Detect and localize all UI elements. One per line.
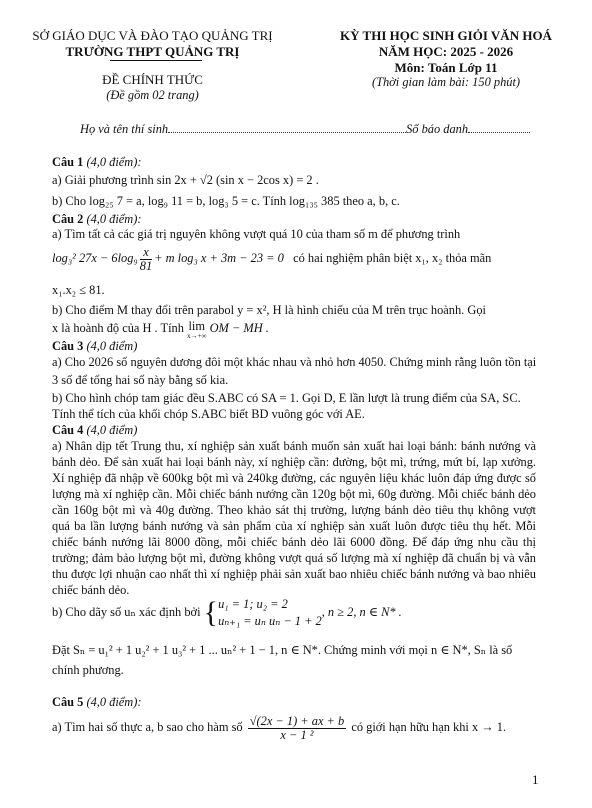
school-name: TRƯỜNG THPT QUẢNG TRỊ [65,44,240,59]
q1-title: Câu 1 [52,155,84,169]
q4-heading [52,422,137,438]
q2-eq-left: log₃² 27x − 6log₉ [52,251,138,265]
q2-b2-right: OM − MH . [209,321,269,335]
official-label: ĐỀ CHÍNH THỨC [102,72,203,87]
q4-brace: { [203,596,219,629]
q4-system [218,596,322,630]
q2-points: (4,0 điểm): [86,212,142,226]
subject: Môn: Toán Lớp 11 [394,60,498,75]
q2-part-b-line1: b) Cho điểm M thay đổi trên parabol y = x², H là hình chiếu của M trên trục hoành. Gọi [52,303,486,317]
q2-eq-tail: có hai nghiệm phân biệt x₁, x₂ thỏa mãn [293,251,492,265]
q4-system-line1: u₁ = 1; u₂ = 2 [218,597,288,611]
q5-fraction [248,715,347,742]
q2-part-b-line2 [52,320,269,340]
q5-part-a [52,712,506,742]
q2-limit [187,320,206,340]
q2-b2-left: x là hoành độ của H . Tính [52,321,184,335]
school-year: NĂM HỌC: 2025 - 2026 [378,44,514,59]
q2-eq-frac-num: x [140,246,152,260]
q2-eq-frac-den: 81 [139,258,153,273]
q3-points: (4,0 điểm) [86,339,138,353]
q5-a-left: a) Tìm hai số thực a, b sao cho hàm số [52,720,243,734]
q4-part-b [52,596,402,630]
q3-title: Câu 3 [52,339,84,353]
q3-part-b-line2: Tính thể tích của khối chóp S.ABC biết BD vuông góc với AE. [52,407,365,421]
q2-title: Câu 2 [52,212,84,226]
q2-part-a-line3: x₁.x₂ ≤ 81. [52,283,105,297]
q2-eq-right: + m log₃ x + 3m − 23 = 0 [154,251,284,265]
q5-points: (4,0 điểm): [86,695,142,709]
q4-b-condition: , n ≥ 2, n ∈ N* . [321,604,402,619]
q3-part-b-line1: b) Cho hình chóp tam giác đều S.ABC có SA = 1. Gọi D, E lần lượt là trung điểm của SA, SC. [52,391,521,405]
q4-points: (4,0 điểm) [86,423,138,437]
q5-frac-num: √(2x − 1) + ax + b [249,713,345,728]
pages-note: (Đề gồm 02 trang) [106,88,199,102]
q5-title: Câu 5 [52,695,84,709]
q5-frac-den: x − 1 ² [280,727,314,742]
q3-part-a-line1: a) Cho 2026 số nguyên dương đôi một khác nhau và nhỏ hơn 4050. Chứng minh rằng luôn tồn tại [52,355,537,369]
q3-part-a-line2: 3 số để tổng hai số này bằng số kia. [52,373,229,387]
q4-part-b-line2: Đặt Sₙ = u₁² + 1 u₂² + 1 u₃² + 1 ... uₙ² + 1 − 1, n ∈ N*. Chứng minh với mọi n ∈ N*, Sₙ là số [52,643,513,657]
q1-points: (4,0 điểm): [86,155,142,169]
q4-title: Câu 4 [52,423,84,437]
candidate-id-field [468,132,530,133]
q4-part-b-line3: chính phương. [52,663,124,677]
time-limit: (Thời gian làm bài: 150 phút) [371,75,521,89]
q1-part-b: b) Cho log₂₅ 7 = a, log₉ 11 = b, log₃ 5 = c. Tính log₁₃₅ 385 theo a, b, c. [52,194,400,208]
school-underline [110,60,202,61]
q4-part-a-paragraph: a) Nhân dịp tết Trung thu, xí nghiệp sản xuất bánh muốn sản xuất hai loại bánh: bánh nướng và bánh dẻo. Để sản xuất hai loại bánh này, xí nghiệp cần: đường, bột mì, trứng, mứt bí, lạp xưởng. Xí nghiệp đã nhập về 600kg bột mì và 240kg đường, các nguyên liệu khác luôn đáp ứng được số lượng mà xí nghiệp cần. Mỗi chiếc bánh nướng cần 120g bột mì, 60g đường. Mỗi chiếc bánh dẻo cần 160g bột mì và 40g đường. Theo khảo sát thị trường, lượng bánh dẻo tiêu thụ không vượt quá ba lần lượng bánh nướng và sản phẩm của xí nghiệp sản xuất luôn được tiêu thụ hết. Mỗi chiếc bánh nướng lãi 8000 đồng, mỗi chiếc bánh dẻo lãi 6000 đồng. Để đáp ứng nhu cầu thị trường; đảm bảo lượng bột mì, đường không vượt quá số lượng mà xí nghiệp đã chuẩn bị và vẫn thu được lợi nhuận cao nhất thì xí nghiệp phải sản xuất bao nhiêu chiếc bánh nướng và bao nhiêu chiếc bánh dẻo. [52,439,536,597]
q5-a-right: có giới hạn hữu hạn khi x → 1. [351,720,507,734]
candidate-name-label: Họ và tên thí sinh [80,122,169,136]
department-name: SỞ GIÁO DỤC VÀ ĐÀO TẠO QUẢNG TRỊ [32,28,273,43]
q2-eq-fraction [140,246,152,273]
candidate-id-label: Số báo danh [406,122,469,136]
q1-part-a: a) Giải phương trình sin 2x + √2 (sin x − 2cos x) = 2 . [52,173,319,187]
q3-heading [52,338,137,354]
q4-system-line2: uₙ₊₁ = uₙ uₙ − 1 + 2 [218,614,322,628]
q1-heading [52,154,142,170]
page-number: 1 [532,772,539,787]
q2-limit-sub: x→+∞ [187,332,207,340]
q2-part-a-line1: a) Tìm tất cả các giá trị nguyên không vượt quá 10 của tham số m để phương trình [52,227,461,241]
exam-title: KỲ THI HỌC SINH GIỎI VĂN HOÁ [340,28,552,43]
candidate-name-field [168,132,406,133]
q2-limit-word: lim [188,319,206,333]
q2-part-a-equation [52,244,491,273]
q5-heading [52,694,142,710]
candidate-info [80,122,530,137]
q2-heading [52,211,142,227]
q4-b-left: b) Cho dãy số uₙ xác định bởi [52,604,201,619]
